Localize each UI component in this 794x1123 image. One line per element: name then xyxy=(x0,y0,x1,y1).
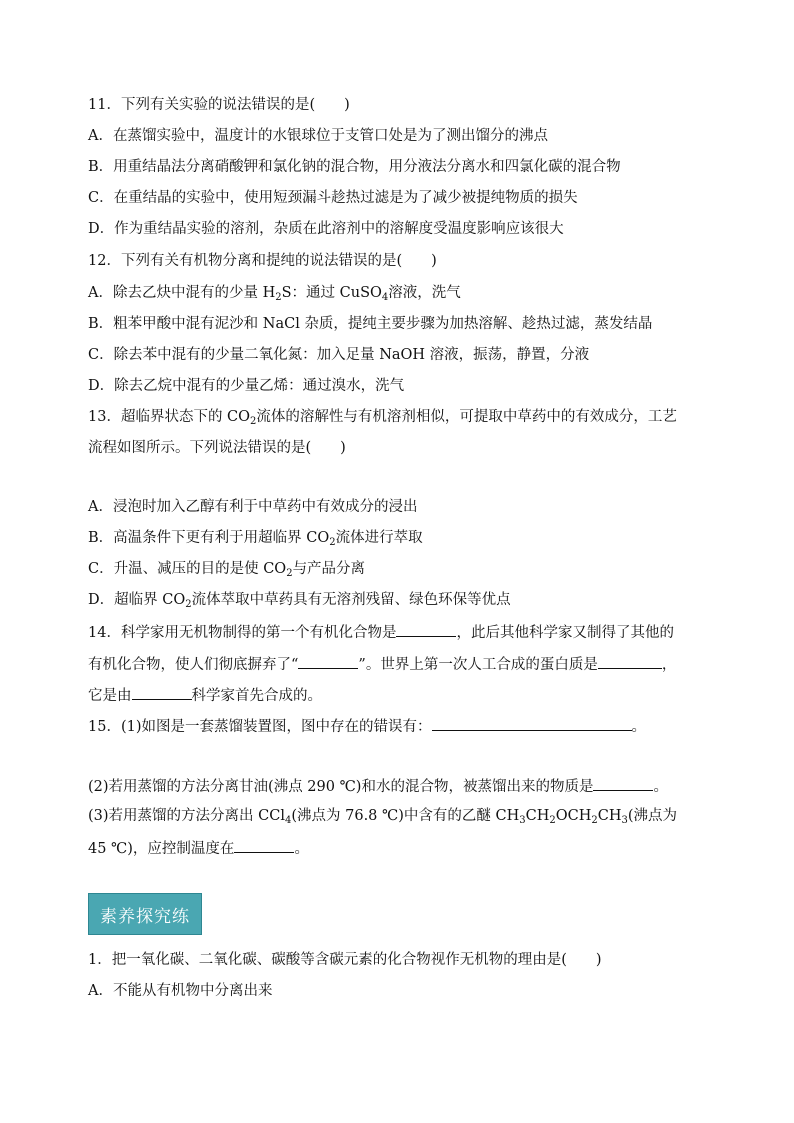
answer-blank xyxy=(432,715,632,731)
q12-option-a: A．除去乙炔中混有的少量 $H_2S$：通过 CuSO$_4$溶液，洗气 xyxy=(88,285,461,303)
p1-stem: 1．把一氧化碳、二氧化碳、碳酸等含碳元素的化合物视作无机物的理由是( ) xyxy=(88,952,602,968)
q13-option-d: D．超临界 $CO_2$流体萃取中草药具有无溶剂残留、绿色环保等优点 xyxy=(88,592,511,610)
q15-part3-line2: 45 ℃)，应控制温度在 。 xyxy=(88,837,309,859)
q11-stem: 11．下列有关实验的说法错误的是( ) xyxy=(88,97,350,113)
q13-stem-line2: 流程如图所示。下列说法错误的是( ) xyxy=(88,440,346,456)
q13-stem-line1: 13．超临界状态下的 $CO_2$流体的溶解性与有机溶剂相似，可提取中草药中的有效成分，工艺 xyxy=(88,409,677,427)
q11-option-b: B．用重结晶法分离硝酸钾和氯化钠的混合物，用分液法分离水和四氯化碳的混合物 xyxy=(88,159,621,175)
q11-option-c: C．在重结晶的实验中，使用短颈漏斗趁热过滤是为了减少被提纯物质的损失 xyxy=(88,190,578,206)
section-badge xyxy=(88,893,202,935)
q14-line1: 14．科学家用无机物制得的第一个有机化合物是 ，此后其他科学家又制得了其他的 xyxy=(88,621,674,643)
p1-option-a: A．不能从有机物中分离出来 xyxy=(88,983,273,999)
q14-line3: 它是由 科学家首先合成的。 xyxy=(88,684,322,706)
answer-blank xyxy=(234,837,294,853)
section-badge-label: 素养探究练 xyxy=(100,906,190,927)
q12-option-c: C．除去苯中混有的少量二氧化氮：加入足量 NaOH 溶液，振荡，静置，分液 xyxy=(88,347,590,363)
q15-part1: 15．(1)如图是一套蒸馏装置图，图中存在的错误有： 。 xyxy=(88,715,646,737)
q12-option-d: D．除去乙烷中混有的少量乙烯：通过溴水，洗气 xyxy=(88,378,405,394)
answer-blank xyxy=(396,621,456,637)
q11-option-a: A．在蒸馏实验中，温度计的水银球位于支管口处是为了测出馏分的沸点 xyxy=(88,128,548,144)
q11-option-d: D．作为重结晶实验的溶剂，杂质在此溶剂中的溶解度受温度影响应该很大 xyxy=(88,221,564,237)
q13-option-a: A．浸泡时加入乙醇有利于中草药中有效成分的浸出 xyxy=(88,499,418,515)
answer-blank xyxy=(593,775,653,791)
answer-blank xyxy=(598,653,662,669)
q14-line2: 有机化合物，使人们彻底摒弃了“ ”。世界上第一次人工合成的蛋白质是 ， xyxy=(88,653,676,675)
q12-option-b: B．粗苯甲酸中混有泥沙和 NaCl 杂质，提纯主要步骤为加热溶解、趁热过滤，蒸发结晶 xyxy=(88,316,653,332)
answer-blank xyxy=(298,653,358,669)
q12-stem: 12．下列有关有机物分离和提纯的说法错误的是( ) xyxy=(88,253,437,269)
q15-part2: (2)若用蒸馏的方法分离甘油(沸点 290 ℃)和水的混合物，被蒸馏出来的物质是 。 xyxy=(88,775,668,797)
answer-blank xyxy=(132,684,192,700)
q13-option-b: B．高温条件下更有利于用超临界 $CO_2$流体进行萃取 xyxy=(88,530,423,548)
q13-option-c: C．升温、减压的目的是使 $CO_2$与产品分离 xyxy=(88,561,366,579)
q15-part3-line1: (3)若用蒸馏的方法分离出 CCl$_4$(沸点为 76.8 ℃)中含有的乙醚 $CH_3CH_2OCH_2CH_3$(沸点为 xyxy=(88,808,678,826)
